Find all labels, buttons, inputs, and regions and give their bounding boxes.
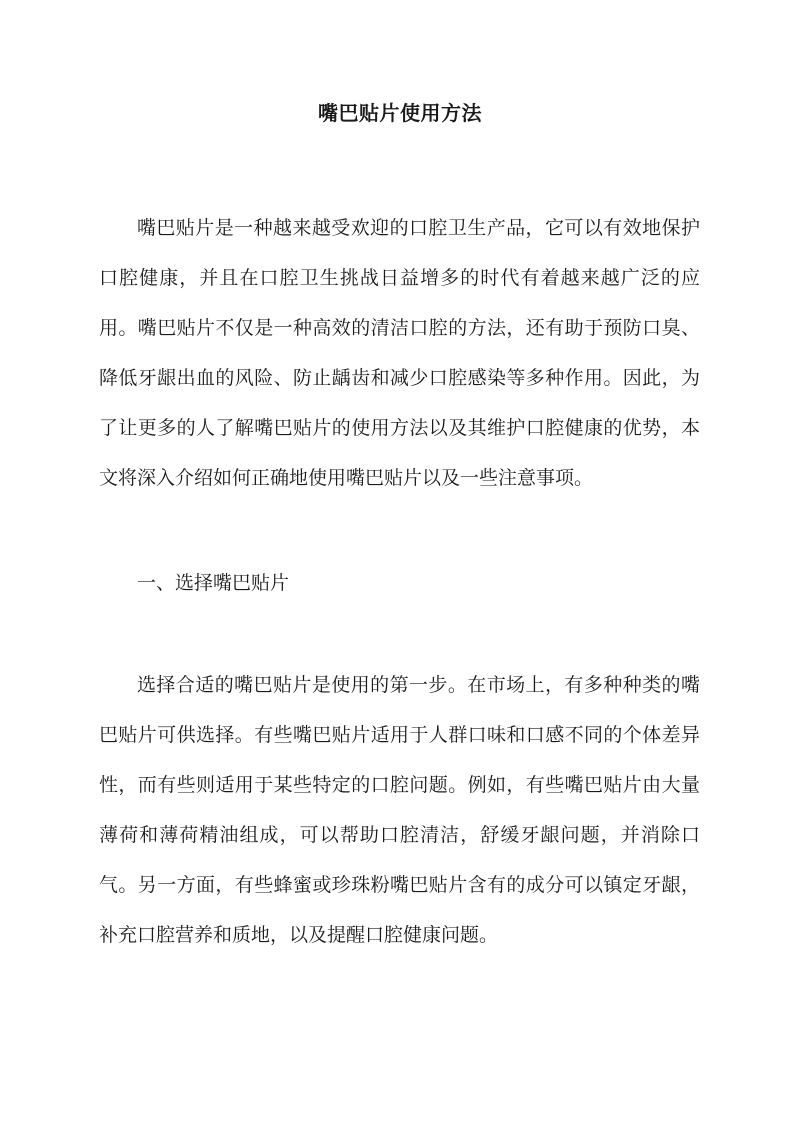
document-title: 嘴巴贴片使用方法 (318, 101, 482, 125)
intro-paragraph: 嘴巴贴片是一种越来越受欢迎的口腔卫生产品，它可以有效地保护口腔健康，并且在口腔卫生挑战日益增多的时代有着越来越广泛的应用。嘴巴贴片不仅是一种高效的清洁口腔的方法，还有助于预防口臭、降低牙龈出血的风险、防止龋齿和减少口腔感染等多种作用。因此，为了让更多的人了解嘴巴贴片的使用方法以及其维护口腔健康的优势，本文将深入介绍如何正确地使用嘴巴贴片以及一些注意事项。 (99, 217, 700, 489)
section-heading-choose-patch: 一、选择嘴巴贴片 (137, 572, 290, 594)
section-paragraph-choose-patch: 选择合适的嘴巴贴片是使用的第一步。在市场上，有多种种类的嘴巴贴片可供选择。有些嘴巴贴片适用于人群口味和口感不同的个体差异性，而有些则适用于某些特定的口腔问题。例如，有些嘴巴贴片由大量薄荷和薄荷精油组成，可以帮助口腔清洁，舒缓牙龈问题，并消除口气。另一方面，有些蜂蜜或珍珠粉嘴巴贴片含有的成分可以镇定牙龈，补充口腔营养和质地，以及提醒口腔健康问题。 (99, 674, 700, 946)
